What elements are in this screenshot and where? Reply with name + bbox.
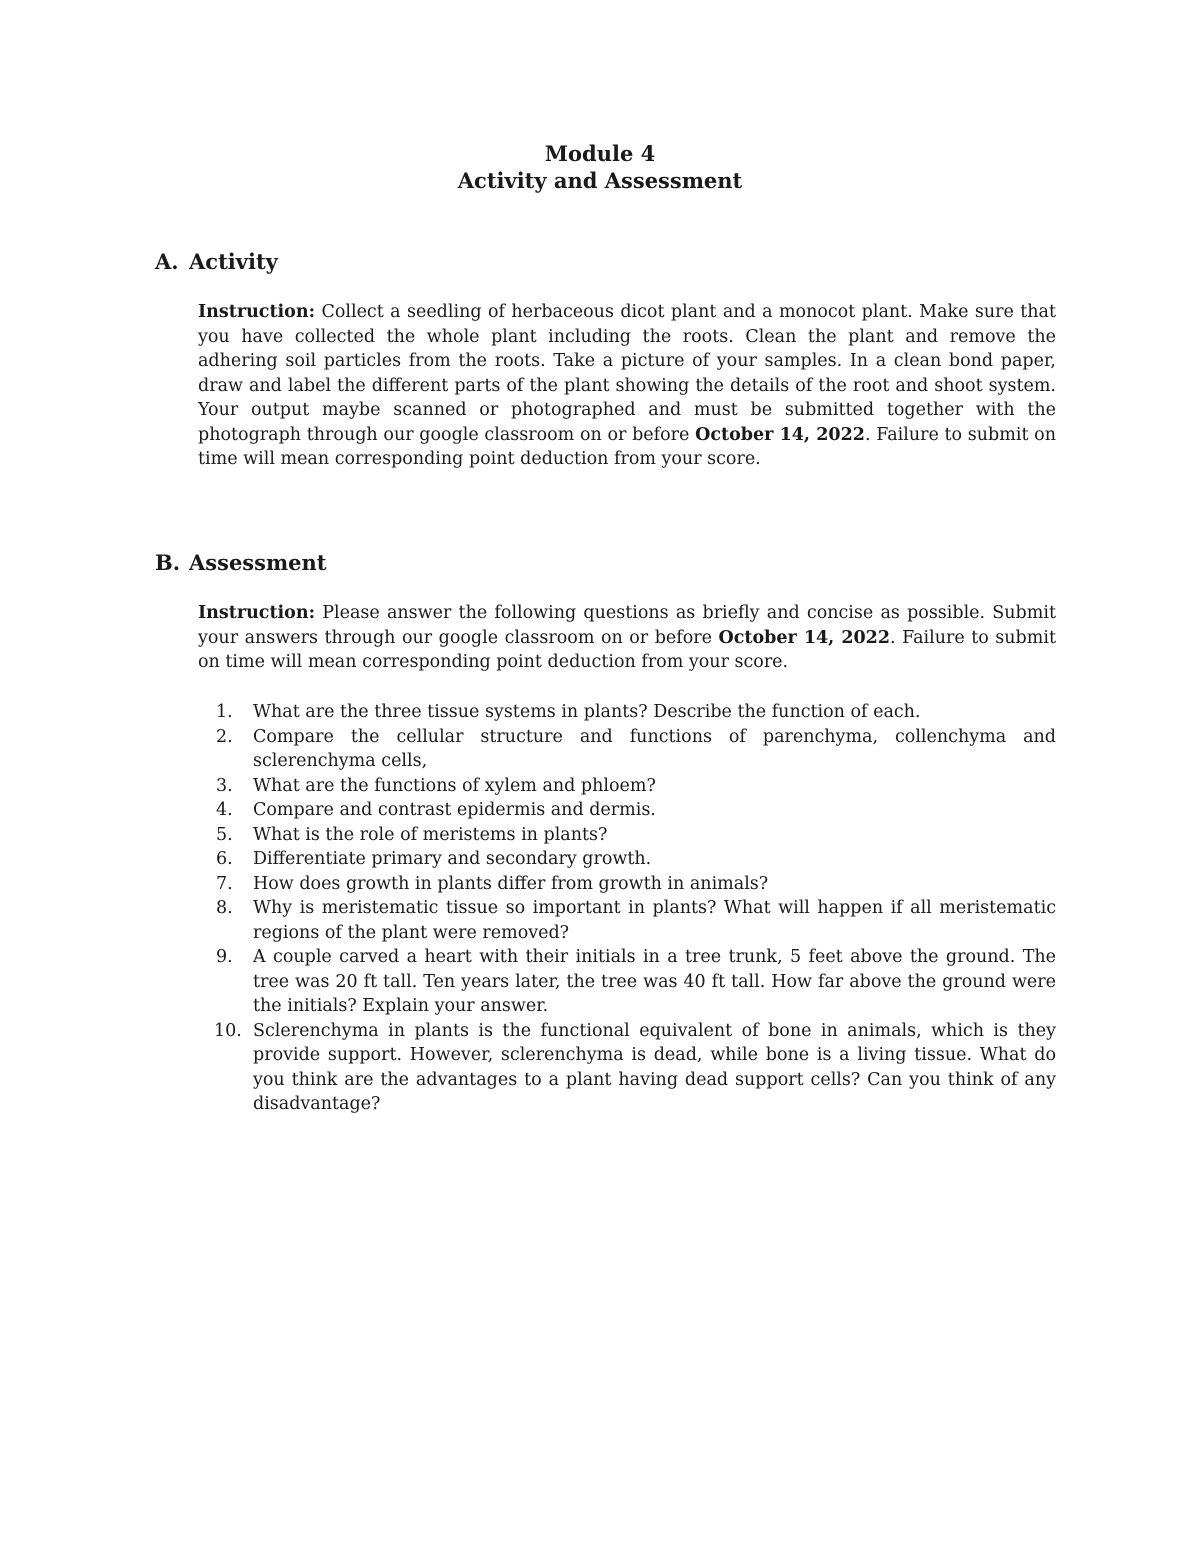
section-letter: A. [155, 249, 179, 274]
question-item [198, 847, 1056, 872]
question-text: Differentiate primary and secondary growth. [253, 849, 652, 869]
instruction-label: Instruction [198, 603, 309, 623]
question-text: What are the functions of xylem and phloem? [253, 775, 656, 796]
question-number: 3. [216, 775, 233, 796]
question-text: Compare the cellular structure and functions of parenchyma, collenchyma and sclerenchyma cells, [253, 726, 1056, 771]
question-number: 10. [214, 1020, 242, 1041]
question-text: What is the role of meristems in plants? [253, 824, 608, 845]
question-item [198, 700, 1056, 725]
question-item [198, 774, 1056, 799]
question-text: A couple carved a heart with their initials in a tree trunk, 5 feet above the ground. The tree was 20 ft tall. Ten years later, the tree was 40 ft tall. How far above the ground were the initials? Explain your answer. [253, 947, 1056, 1016]
question-number: 4. [216, 800, 233, 820]
module-title: Module 4 [544, 141, 656, 166]
question-number: 7. [216, 873, 233, 894]
question-item [198, 1019, 1056, 1117]
section-heading-activity [155, 248, 278, 275]
question-text: How does growth in plants differ from growth in animals? [253, 873, 769, 894]
instruction-separator: : [308, 302, 316, 322]
question-number: 5. [216, 824, 233, 845]
instruction-label: Instruction [198, 302, 309, 322]
question-item [198, 823, 1056, 848]
instruction-tail: . Failure to submit on time will mean corresponding point deduction from your score. [198, 627, 1056, 672]
section-title: Activity [189, 249, 278, 274]
question-text: Why is meristematic tissue so important in plants? What will happen if all meristematic regions of the plant were removed? [253, 898, 1056, 943]
question-number: 1. [216, 702, 233, 722]
page-title: Activity and Assessment [457, 168, 743, 193]
question-item [198, 896, 1056, 945]
instruction-tail: . Failure to submit on time will mean corresponding point deduction from your score. [198, 424, 1056, 469]
instruction-text: Collect a seedling of herbaceous dicot plant and a monocot plant. Make sure that you have collected the whole plant including the roots. Clean the plant and remove the adhering soil particles from the roots. Take a picture of your samples. In a clean bond paper, draw and label the different parts of the plant showing the details of the root and shoot system. Your output maybe scanned or photographed and must be submitted together with the photograph through our google classroom on or before [198, 302, 1056, 445]
title-block [0, 140, 1200, 194]
question-number: 2. [216, 726, 233, 747]
question-list [198, 700, 1056, 1117]
question-item [198, 798, 1056, 823]
activity-instruction [198, 300, 1056, 472]
question-item [198, 872, 1056, 897]
deadline: October 14, 2022 [718, 627, 891, 648]
question-text: What are the three tissue systems in plants? Describe the function of each. [253, 702, 921, 722]
question-number: 8. [216, 898, 233, 918]
assessment-instruction [198, 601, 1056, 675]
question-item [198, 725, 1056, 774]
section-title: Assessment [189, 550, 327, 575]
question-text: Sclerenchyma in plants is the functional equivalent of bone in animals, which is they provide support. However, sclerenchyma is dead, while bone is a living tissue. What do you think are the advantages to a plant having dead support cells? Can you think of any disadvantage? [253, 1020, 1056, 1114]
section-letter: B. [155, 550, 181, 575]
instruction-text: Please answer the following questions as briefly and concise as possible. Submit your answers through our google classroom on or before [198, 603, 1056, 648]
section-heading-assessment [155, 549, 327, 576]
question-number: 6. [216, 849, 233, 869]
deadline: October 14, 2022 [695, 424, 865, 445]
instruction-separator: : [308, 603, 316, 623]
question-number: 9. [216, 947, 233, 967]
question-text: Compare and contrast epidermis and dermis. [253, 800, 656, 820]
question-item [198, 945, 1056, 1019]
